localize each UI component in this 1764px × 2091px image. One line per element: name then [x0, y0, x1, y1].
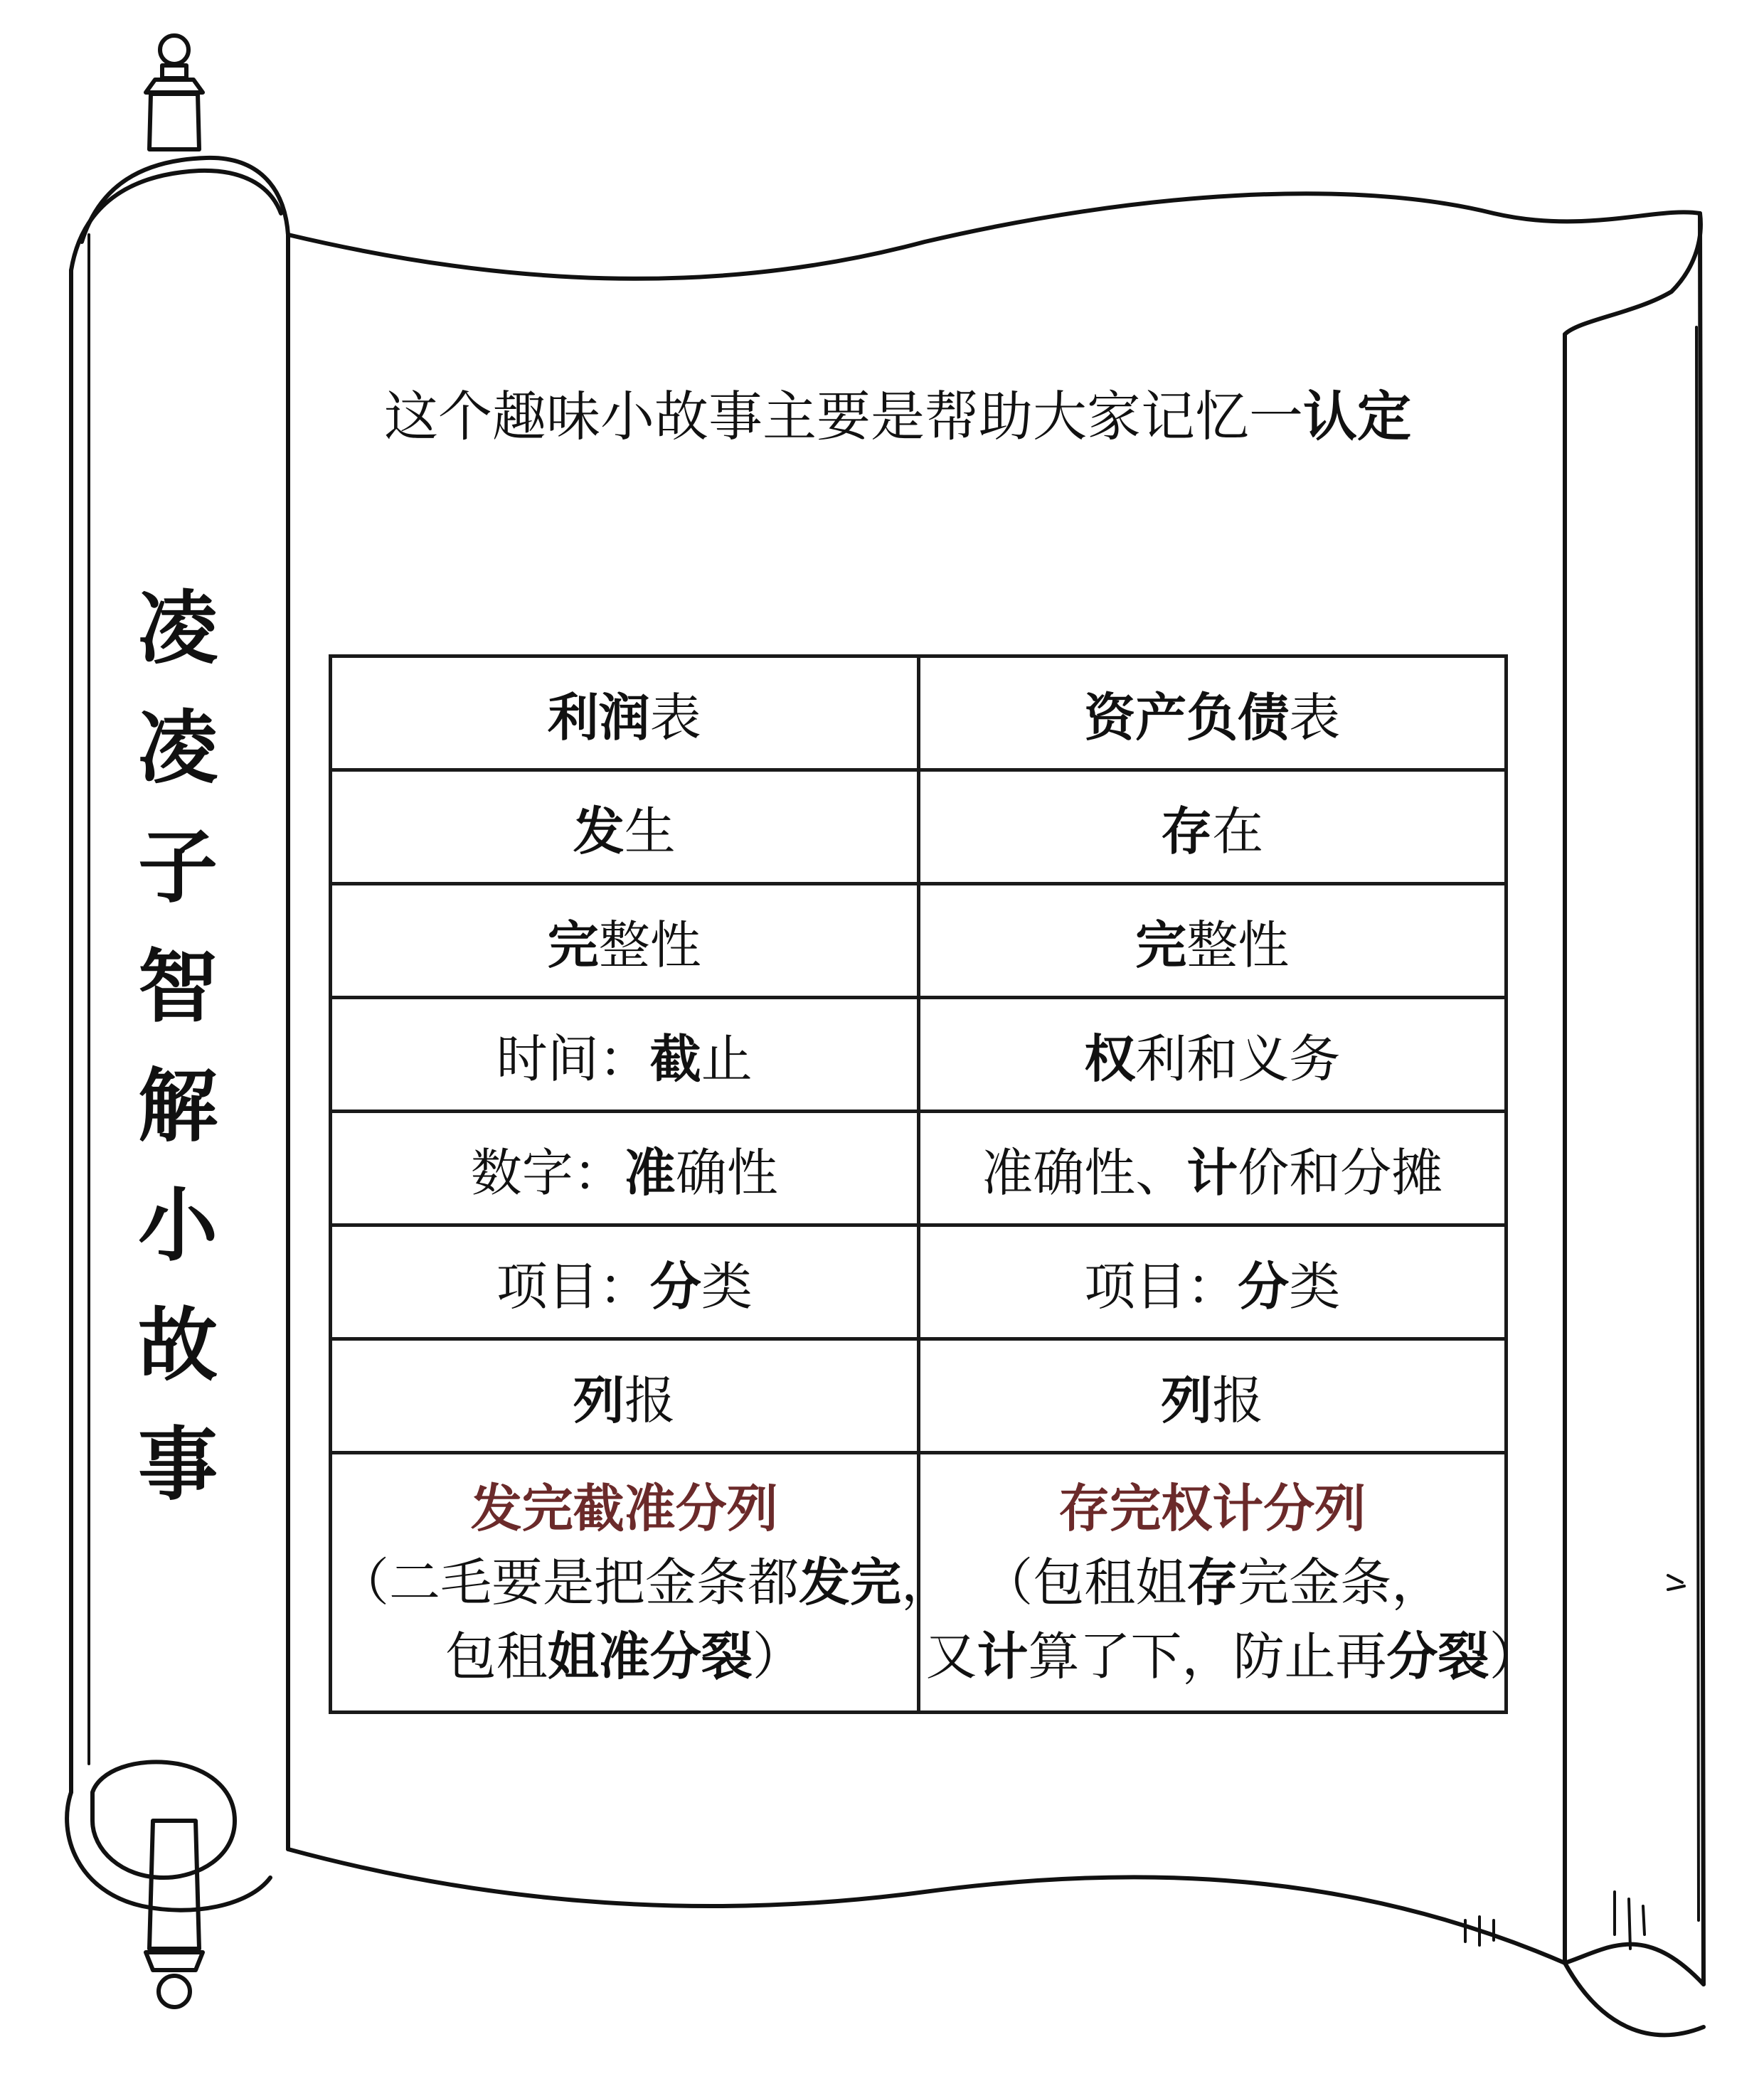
title-char: 事 — [138, 1419, 218, 1511]
header-income-statement: 利润表 — [331, 656, 919, 770]
table-cell: 存在 — [918, 770, 1507, 884]
intro-text: 这个趣味小故事主要是帮助大家记忆一 — [384, 385, 1303, 448]
table-header-row — [331, 656, 1507, 770]
title-char: 凌 — [138, 582, 218, 675]
title-char: 解 — [138, 1060, 218, 1153]
table-cell: 项目：分类 — [331, 1225, 919, 1339]
table-cell: 项目：分类 — [918, 1225, 1507, 1339]
table-row — [331, 1225, 1507, 1339]
table-cell: 发生 — [331, 770, 919, 884]
table-cell: 数字：准确性 — [331, 1112, 919, 1225]
mnemonic-line: 包租姐准分裂） — [445, 1627, 804, 1686]
mnemonic-row — [331, 1453, 1507, 1713]
mnemonic-cell-left — [331, 1453, 953, 1713]
table-row — [331, 1339, 1507, 1453]
comparison-table — [329, 654, 1541, 1714]
title-char: 智 — [138, 941, 218, 1033]
table-cell: 时间：截止 — [331, 998, 919, 1112]
table-row — [331, 884, 1507, 998]
bottom-knob — [146, 1821, 203, 2007]
top-knob — [146, 36, 203, 149]
vertical-title — [132, 569, 224, 1525]
table-cell: 完整性 — [918, 884, 1507, 998]
header-balance-sheet: 资产负债表 — [918, 656, 1507, 770]
table-cell: 准确性、计价和分摊 — [918, 1112, 1507, 1225]
title-char: 故 — [138, 1299, 218, 1392]
table-cell: 权利和义务 — [918, 998, 1507, 1112]
intro-bold: 认定 — [1303, 385, 1411, 448]
mnemonic-key: 发完截准分列 — [470, 1479, 778, 1538]
table-row — [331, 998, 1507, 1112]
title-char: 凌 — [138, 702, 218, 794]
mnemonic-cell-right — [918, 1453, 1541, 1713]
title-char: 子 — [138, 821, 218, 914]
table-cell: 列报 — [918, 1339, 1507, 1453]
mnemonic-line: （二毛要是把金条都发完， — [338, 1553, 953, 1612]
table-cell: 完整性 — [331, 884, 919, 998]
table-row — [331, 1112, 1507, 1225]
table-cell: 列报 — [331, 1339, 919, 1453]
mnemonic-key: 存完权计分列 — [1058, 1479, 1366, 1538]
table-row — [331, 770, 1507, 884]
title-char: 小 — [138, 1180, 218, 1272]
mnemonic-line: 又计算了下，防止再分裂） — [925, 1627, 1541, 1686]
mnemonic-line: （包租姐存完金条， — [982, 1553, 1443, 1612]
intro-sentence — [384, 373, 1451, 451]
